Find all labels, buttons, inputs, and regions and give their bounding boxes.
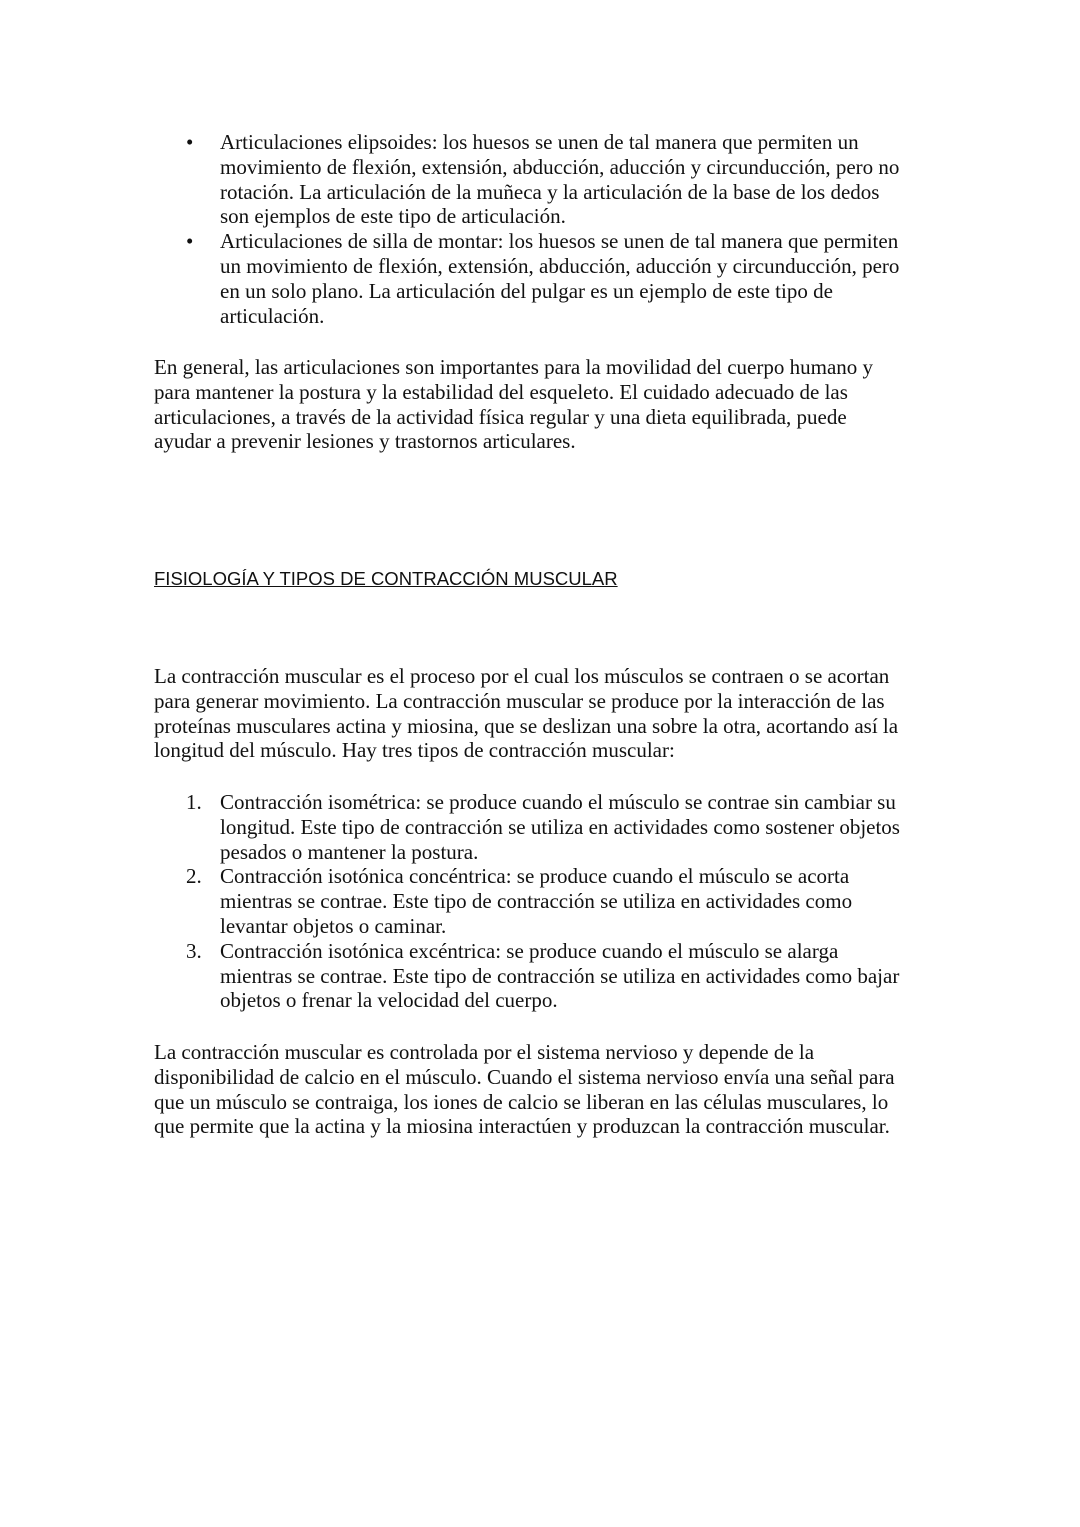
text-line: que permite que la actina y la miosina interactúen y produzcan la contracción muscular. (154, 1114, 890, 1139)
text-line: levantar objetos o caminar. (220, 913, 447, 938)
text-line: mientras se contrae. Este tipo de contracción se utiliza en actividades como (220, 889, 853, 914)
text-line: La contracción muscular es controlada por el sistema nervioso y depende de la (154, 1040, 815, 1064)
text-line: mientras se contrae. Este tipo de contracción se utiliza en actividades como bajar (220, 963, 900, 988)
text-line: rotación. La articulación de la muñeca y la articulación de la base de los dedos (220, 179, 880, 204)
text-line: objetos o frenar la velocidad del cuerpo. (220, 988, 558, 1013)
text-line: Articulaciones de silla de montar: los huesos se unen de tal manera que permiten (220, 229, 899, 254)
text-line: articulación. (220, 303, 325, 328)
text-line: pesados o mantener la postura. (220, 839, 479, 864)
text-line: En general, las articulaciones son importantes para la movilidad del cuerpo humano y (154, 355, 874, 379)
paragraph-contraction-control (154, 1040, 954, 1139)
bullet-icon: • (186, 130, 194, 154)
list-item (154, 864, 954, 938)
list-number: 3. (186, 938, 202, 963)
text-line: que un músculo se contraiga, los iones de calcio se liberan en las células musculares, lo (154, 1089, 889, 1114)
text-line: proteínas musculares actina y miosina, que se deslizan una sobre la otra, acortando así la (154, 713, 899, 738)
text-line: disponibilidad de calcio en el músculo. Cuando el sistema nervioso envía una señal para (154, 1064, 895, 1089)
paragraph-contraction-intro (154, 664, 954, 763)
text-line: La contracción muscular es el proceso por el cual los músculos se contraen o se acortan (154, 664, 890, 688)
text-line: Contracción isotónica excéntrica: se produce cuando el músculo se alarga (220, 938, 839, 963)
numbered-list (154, 790, 954, 1013)
text-line: ayudar a prevenir lesiones y trastornos articulares. (154, 429, 576, 454)
text-line: Articulaciones elipsoides: los huesos se unen de tal manera que permiten un (220, 130, 859, 154)
text-line: Contracción isométrica: se produce cuando el músculo se contrae sin cambiar su (220, 790, 896, 814)
text-line: para generar movimiento. La contracción muscular se produce por la interacción de las (154, 688, 885, 713)
bullet-icon: • (186, 229, 194, 254)
text-line: son ejemplos de este tipo de articulación. (220, 204, 566, 229)
list-item (154, 130, 954, 229)
text-line: para mantener la postura y la estabilidad del esqueleto. El cuidado adecuado de las (154, 379, 848, 404)
list-item (154, 790, 954, 864)
text-line: en un solo plano. La articulación del pulgar es un ejemplo de este tipo de (220, 278, 833, 303)
list-number: 1. (186, 790, 202, 814)
list-item (154, 939, 954, 1013)
text-line: longitud del músculo. Hay tres tipos de contracción muscular: (154, 738, 675, 763)
list-number: 2. (186, 864, 202, 889)
text-line: movimiento de flexión, extensión, abducción, aducción y circunducción, pero no (220, 154, 900, 179)
bullet-list (154, 130, 954, 328)
paragraph-general (154, 355, 954, 454)
list-item (154, 229, 954, 328)
text-line: un movimiento de flexión, extensión, abducción, aducción y circunducción, pero (220, 253, 900, 278)
section-heading: FISIOLOGÍA Y TIPOS DE CONTRACCIÓN MUSCULAR (154, 568, 618, 589)
text-line: Contracción isotónica concéntrica: se produce cuando el músculo se acorta (220, 864, 850, 889)
text-line: longitud. Este tipo de contracción se utiliza en actividades como sostener objetos (220, 814, 900, 839)
text-line: articulaciones, a través de la actividad física regular y una dieta equilibrada, puede (154, 404, 847, 429)
